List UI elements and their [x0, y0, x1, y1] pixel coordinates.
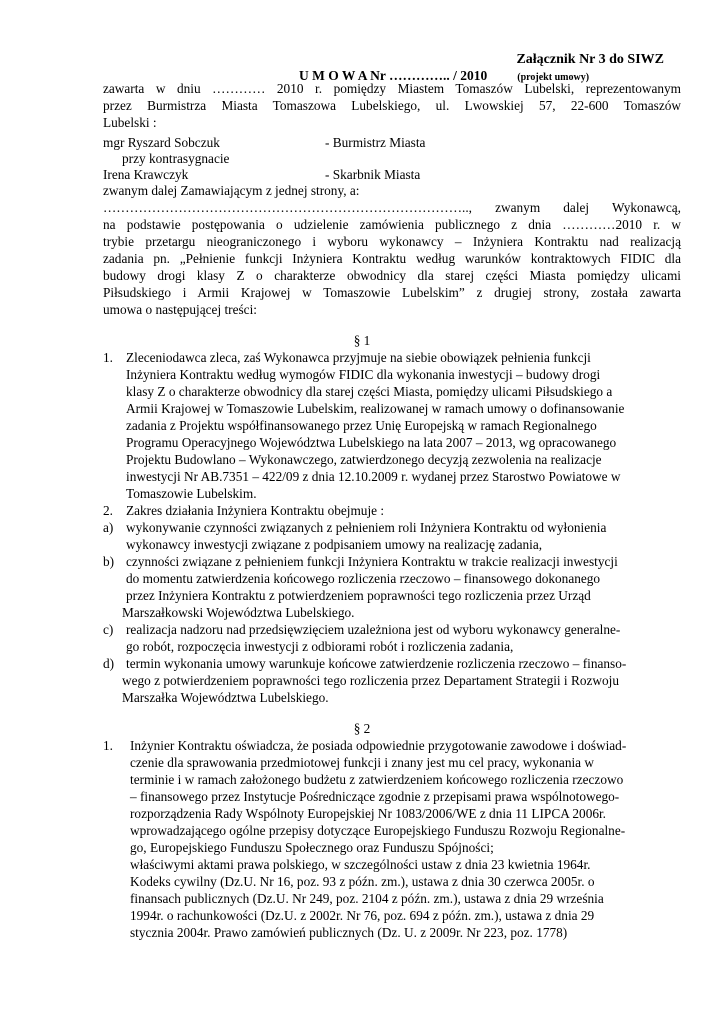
s1-b-line-2: do momentu zatwierdzenia końcowego rozliczenia rzeczowo – finansowego dokonanego: [126, 571, 601, 586]
contractor-line-5: budowy drogi klasy Z o charakterze obwodnicy dla starej części Miasta pomiędzy ulicami: [103, 268, 681, 283]
intro-line-1: zawarta w dniu ………… 2010 r. pomiędzy Miastem Tomaszów Lubelski, reprezentowanym: [103, 81, 681, 96]
s1-p1-line-3: klasy Z o charakterze obwodnicy dla starej części Miasta, pomiędzy ulicami Piłsudskiego a: [126, 384, 613, 399]
s2-p1-line-7: go, Europejskiego Funduszu Społecznego oraz Funduszu Spójności;: [130, 840, 494, 855]
s1-p1-line-6: Programu Operacyjnego Województwa Lubelskiego na lata 2007 – 2013, wg opracowanego: [126, 435, 617, 450]
party-2-role: - Skarbnik Miasta: [325, 167, 421, 182]
s2-p1-line-2: czenie dla sprawowania przedmiotowej funkcji i znany jest mu cel pracy, wykonania w: [130, 755, 594, 770]
s2-p1-line-8: właściwymi aktami prawa polskiego, w szczególności ustaw z dnia 23 kwietnia 1964r.: [130, 857, 591, 872]
s1-b-line-4: Marszałkowski Województwa Lubelskiego.: [122, 605, 355, 620]
intro-line-2: przez Burmistrza Miasta Tomaszowa Lubelskiego, ul. Lwowskiej 57, 22-600 Tomaszów: [103, 98, 681, 113]
s1-p1-line-2: Inżyniera Kontraktu według wymogów FIDIC dla wykonania inwestycji – budowy drogi: [126, 367, 601, 382]
contractor-line-2: na podstawie postępowania o udzielenie zamówienia publicznego z dnia …………2010 r. w: [103, 217, 681, 232]
s1-p2-text: Zakres działania Inżyniera Kontraktu obejmuje :: [126, 503, 385, 518]
s1-p1-line-1: Zleceniodawca zleca, zaś Wykonawca przyjmuje na siebie obowiązek pełnienia funkcji: [126, 350, 591, 365]
s2-p1-line-9: Kodeks cywilny (Dz.U. Nr 16, poz. 93 z późn. zm.), ustawa z dnia 30 czerwca 2005r. o: [130, 874, 595, 889]
s1-c-label: c): [103, 622, 114, 637]
s1-c-line-1: realizacja nadzoru nad przedsięwzięciem uzależniona jest od wyboru wykonawcy generalne-: [126, 622, 621, 637]
s1-a-label: a): [103, 520, 114, 535]
s2-p1-line-3: terminie i w ramach założonego budżetu z zatwierdzeniem końcowego rozliczenia rzeczowo: [130, 772, 624, 787]
s1-p1-line-5: zadania z Projektu współfinansowanego przez Unię Europejską w ramach Regionalnego: [126, 418, 597, 433]
section-1-heading: § 1: [353, 333, 371, 348]
contractor-line-6: Piłsudskiego i Armii Krajowej w Tomaszowie Lubelskim” z drugiej strony, została zawarta: [103, 285, 681, 300]
s1-d-line-2: wego z potwierdzeniem poprawności tego rozliczenia przez Departament Strategii i Rozwoju: [122, 673, 619, 688]
contractor-line-4: zadania pn. „Pełnienie funkcji Inżyniera Kontraktu według warunków kontraktowych FIDIC dla: [103, 251, 681, 266]
s2-p1-line-10: finansach publicznych (Dz.U. Nr 249, poz. 2104 z późn. zm.), ustawa z dnia 29 września: [130, 891, 604, 906]
s1-p2-number: 2.: [103, 503, 113, 518]
countersign: przy kontrasygnacie: [122, 151, 230, 166]
s1-b-label: b): [103, 554, 115, 569]
party-1-name: mgr Ryszard Sobczuk: [103, 135, 220, 150]
s1-p1-line-9: Tomaszowie Lubelskim.: [126, 486, 257, 501]
intro-line-3: Lubelski :: [103, 115, 157, 130]
annex-label: Załącznik Nr 3 do SIWZ: [516, 52, 664, 67]
party-2-name: Irena Krawczyk: [103, 167, 189, 182]
s1-b-line-1: czynności związane z pełnieniem funkcji Inżyniera Kontraktu w trakcie realizacji inwestycji: [126, 554, 618, 569]
s1-a-line-1: wykonywanie czynności związanych z pełnieniem roli Inżyniera Kontraktu od wyłonienia: [126, 520, 607, 535]
s1-p1-line-8: inwestycji Nr AB.7351 – 422/09 z dnia 12.10.2009 r. wydanej przez Starostwo Powiatowe w: [126, 469, 621, 484]
s2-p1-line-11: 1994r. o rachunkowości (Dz.U. z 2002r. Nr 76, poz. 694 z późn. zm.), ustawa z dnia 29: [130, 908, 595, 923]
s1-p1-line-4: Armii Krajowej w Tomaszowie Lubelskim, realizowanej w ramach umowy o dofinansowanie: [126, 401, 625, 416]
contractor-line-7: umowa o następującej treści:: [103, 302, 257, 317]
s1-c-line-2: go robót, rozpoczęcia inwestycji z odbiorami robót i rozliczenia zadania,: [126, 639, 514, 654]
contractor-line-3: trybie przetargu nieograniczonego i wyboru wykonawcy – Inżyniera Kontraktu nad realizacją: [103, 234, 681, 249]
contractor-line-1: ……………………………………………………………………….., zwanym dalej Wykonawcą,: [103, 200, 681, 215]
s2-p1-line-6: wprowadzającego ogólne przepisy dotyczące Europejskiego Funduszu Rozwoju Regionalne-: [130, 823, 626, 838]
title-text: U M O W A Nr ………….. / 2010: [299, 68, 488, 83]
s1-d-line-3: Marszałka Województwa Lubelskiego.: [122, 690, 329, 705]
s1-d-line-1: termin wykonania umowy warunkuje końcowe zatwierdzenie rozliczenia rzeczowo – finanso-: [126, 656, 627, 671]
s2-p1-number: 1.: [103, 738, 113, 753]
s1-a-line-2: wykonawcy inwestycji związane z podpisaniem umowy na realizację zadania,: [126, 537, 543, 552]
s1-p1-number: 1.: [103, 350, 113, 365]
section-2-heading: § 2: [353, 721, 371, 736]
title-note: (projekt umowy): [517, 72, 590, 83]
party-1-role: - Burmistrz Miasta: [325, 135, 426, 150]
s2-p1-line-1: Inżynier Kontraktu oświadcza, że posiada odpowiednie przygotowanie zawodowe i doświad-: [130, 738, 627, 753]
s2-p1-line-12: stycznia 2004r. Prawo zamówień publicznych (Dz. U. z 2009r. Nr 223, poz. 1778): [130, 925, 568, 940]
s1-b-line-3: przez Inżyniera Kontraktu z potwierdzeniem poprawności tego rozliczenia przez Urząd: [126, 588, 591, 603]
s2-p1-line-4: – finansowego przez Instytucje Pośredniczące zgodnie z przepisami prawa wspólnotowego-: [130, 789, 620, 804]
zamawiajacy-line: zwanym dalej Zamawiającym z jednej strony, a:: [103, 183, 360, 198]
s1-d-label: d): [103, 656, 115, 671]
s2-p1-line-5: rozporządzenia Rady Wspólnoty Europejskiej Nr 1083/2006/WE z dnia 11 LIPCA 2006r.: [130, 806, 607, 821]
s1-p1-line-7: Projektu Budowlano – Wykonawczego, zatwierdzonego decyzją zezwolenia na realizacje: [126, 452, 602, 467]
